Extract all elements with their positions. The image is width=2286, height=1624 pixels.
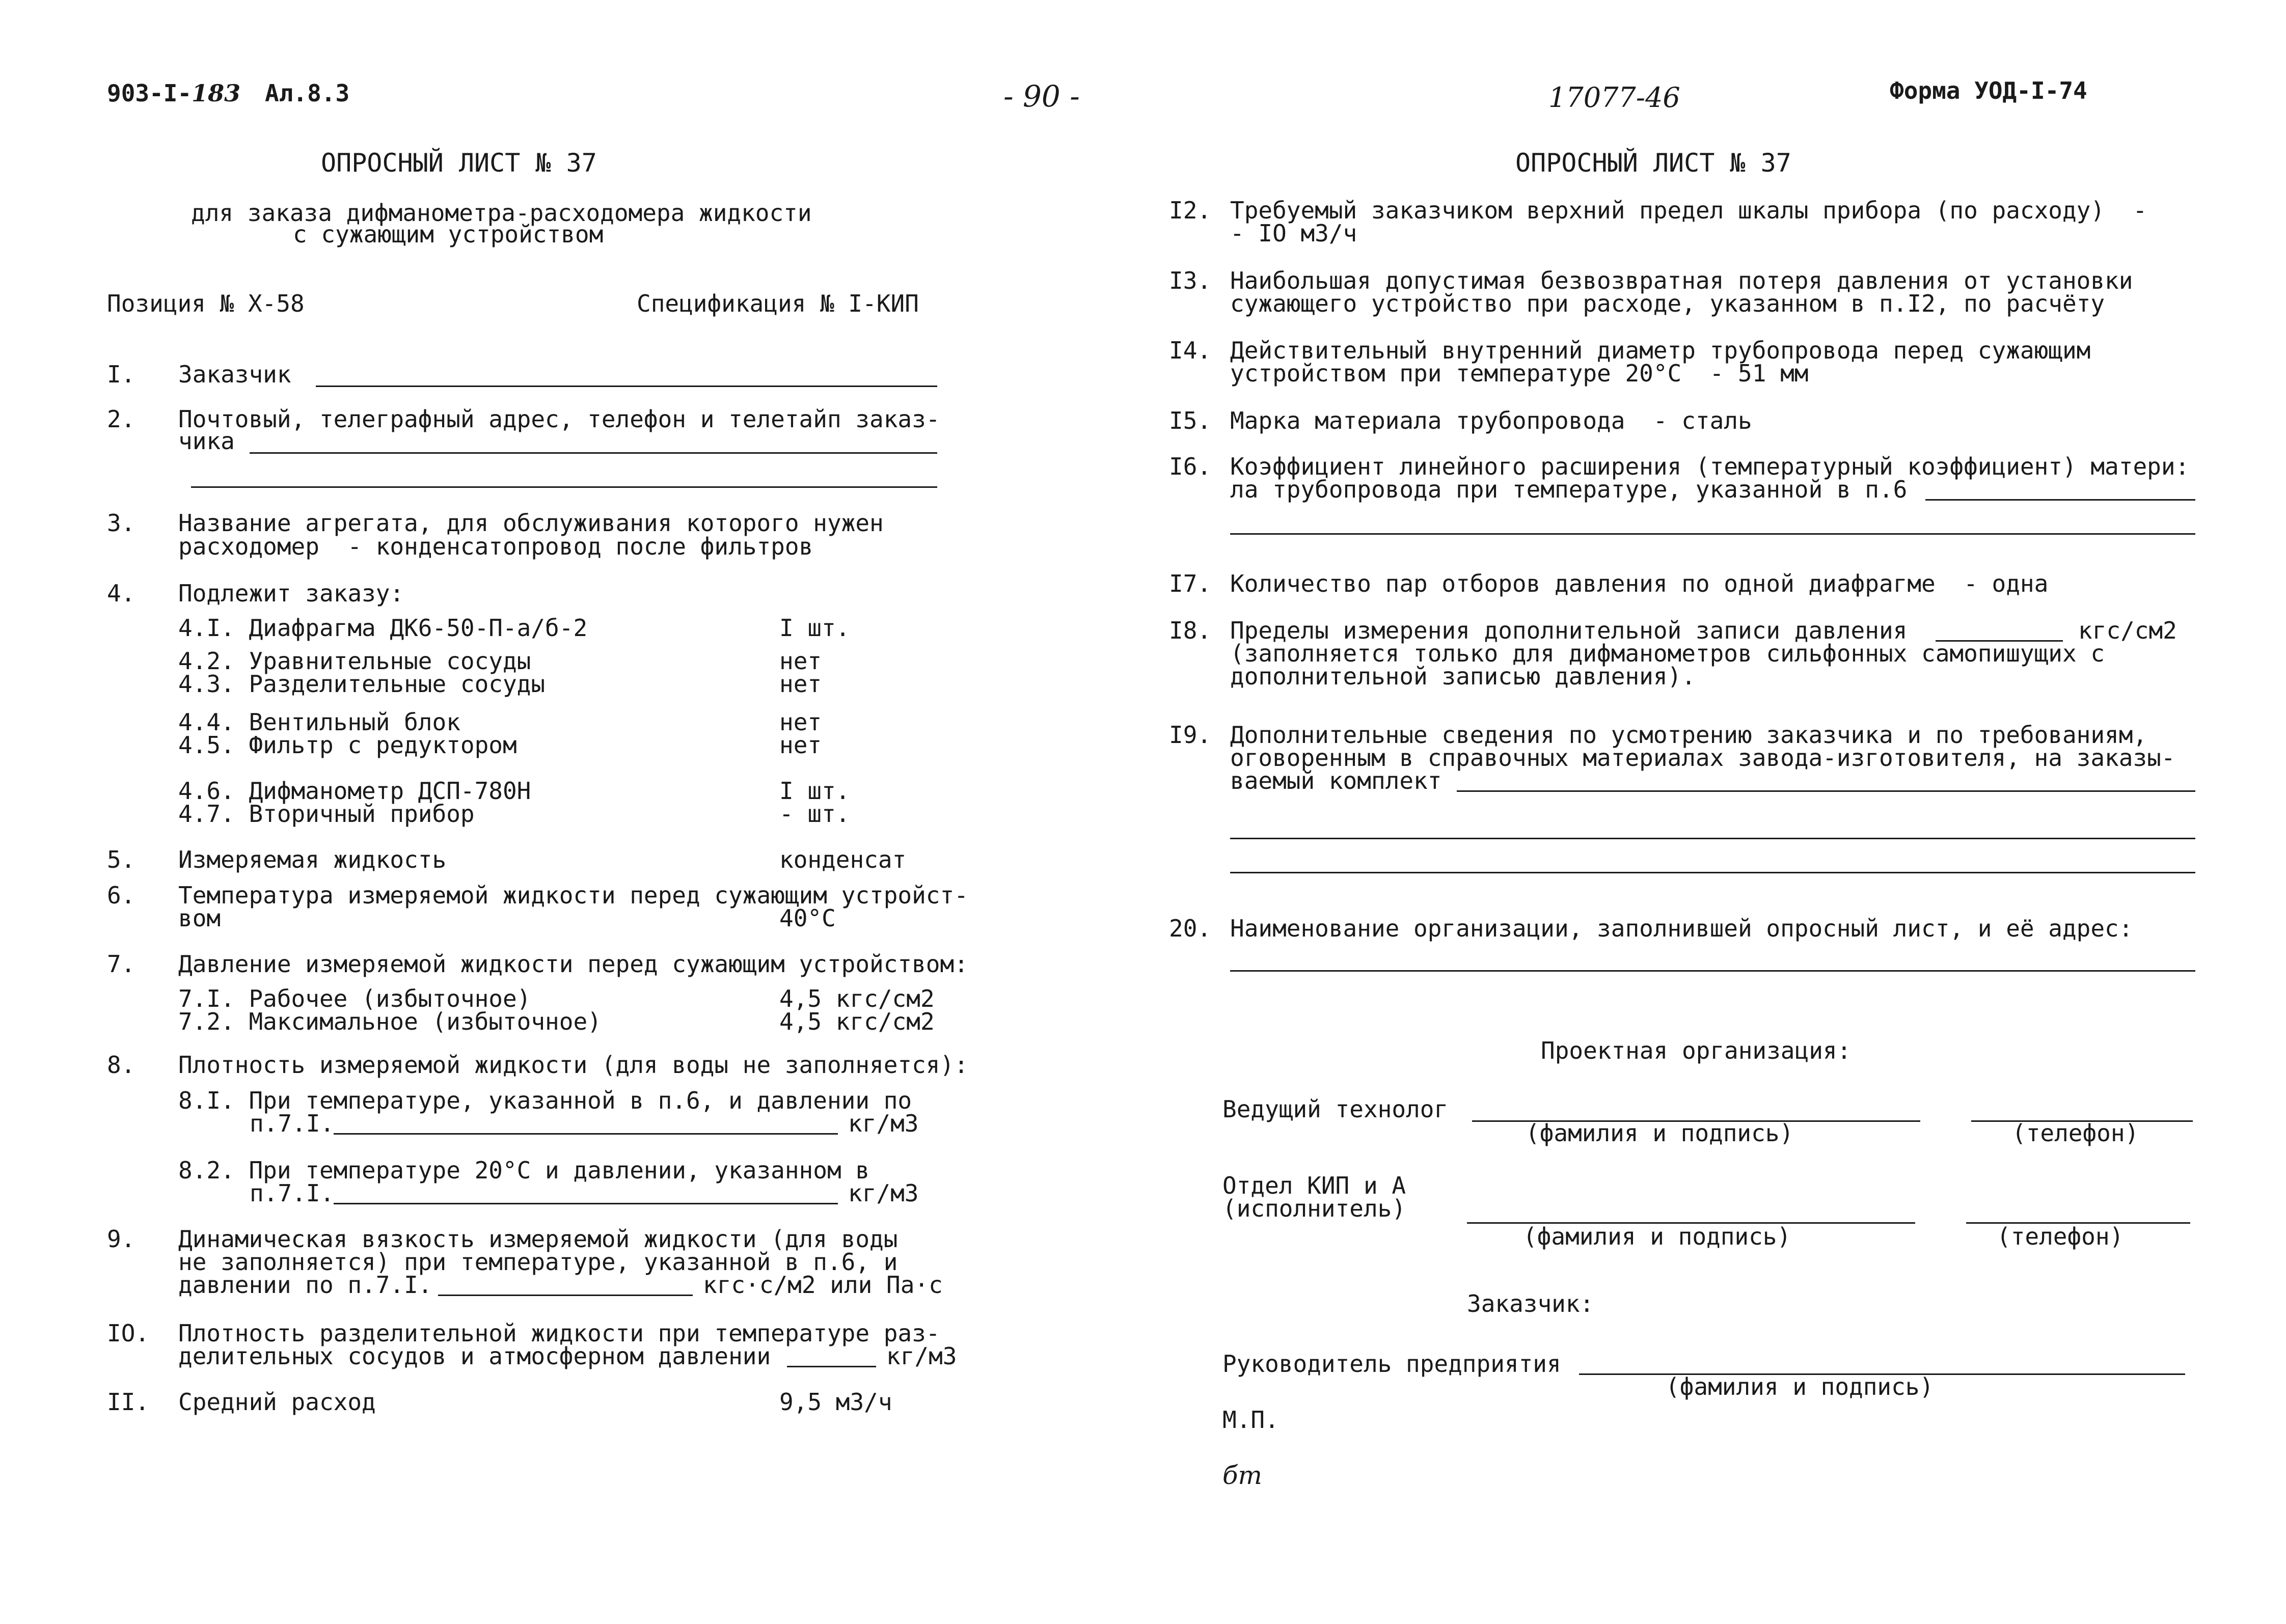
sub-item-text: 8.2. При температуре 20°С и давлении, указанном в xyxy=(178,1157,870,1184)
fill-line xyxy=(1925,499,2195,501)
sub-item-value: 4,5 кгс/см2 xyxy=(779,1008,935,1035)
item-text: устройством при температуре 20°С - 51 мм xyxy=(1230,360,1809,387)
item-text: сужающего устройство при расходе, указанном в п.I2, по расчёту xyxy=(1230,290,2105,317)
fill-line xyxy=(1230,838,2195,839)
item-number: 7. xyxy=(107,950,135,978)
item-text: не заполняется) при температуре, указанной в п.6, и xyxy=(178,1248,898,1276)
fill-line xyxy=(1457,790,2195,792)
item-number: II. xyxy=(107,1388,150,1416)
item-text: Наибольшая допустимая безвозвратная потеря давления от установки xyxy=(1230,267,2133,294)
item-text: Марка материала трубопровода - сталь xyxy=(1230,407,1752,434)
design-org-label: Проектная организация: xyxy=(1541,1037,1852,1064)
doc-code-prefix: 903-I- xyxy=(107,79,192,107)
fill-line xyxy=(191,486,937,488)
item-number: I5. xyxy=(1169,407,1212,434)
item-number: I3. xyxy=(1169,267,1212,294)
sub-item-text: 4.5. Фильтр с редуктором xyxy=(178,731,517,759)
item-text: делительных сосудов и атмосферном давлении xyxy=(178,1342,771,1370)
item-text: Дополнительные сведения по усмотрению заказчика и по требованиям, xyxy=(1230,721,2147,749)
left-subtitle-1: для заказа дифманометра-расходомера жидкости xyxy=(191,199,812,227)
unit-label: кг/м3 xyxy=(848,1179,919,1207)
sub-item-text: 7.2. Максимальное (избыточное) xyxy=(178,1008,602,1035)
item-text: Подлежит заказу: xyxy=(178,580,404,607)
item-text: Требуемый заказчиком верхний предел шкалы прибора (по расходу) - xyxy=(1230,197,2147,224)
doc-code xyxy=(107,81,240,105)
item-text: Количество пар отборов давления по одной диафрагме - одна xyxy=(1230,570,2049,597)
item-text: ваемый комплект xyxy=(1230,767,1442,794)
item-number: I9. xyxy=(1169,721,1212,749)
left-title: ОПРОСНЫЙ ЛИСТ № 37 xyxy=(321,148,597,178)
item-text: Измеряемая жидкость xyxy=(178,846,447,873)
fill-line xyxy=(1230,970,2195,972)
item-text: Плотность разделительной жидкости при температуре раз- xyxy=(178,1319,940,1347)
item-number: 5. xyxy=(107,846,135,873)
sub-item-text: 4.6. Дифманометр ДСП-780Н xyxy=(178,777,531,805)
item-number: 20. xyxy=(1169,915,1212,942)
item-number: 2. xyxy=(107,405,135,433)
sub-item-text: п.7.I. xyxy=(250,1179,335,1207)
item-text: Действительный внутренний диаметр трубопровода перед сужающим xyxy=(1230,337,2091,364)
fill-line xyxy=(334,1133,838,1135)
item-text: Почтовый, телеграфный адрес, телефон и телетайп заказ- xyxy=(178,405,940,433)
fill-line xyxy=(438,1295,693,1296)
item-text: вом xyxy=(178,904,221,932)
fill-line xyxy=(787,1366,876,1367)
item-number: I4. xyxy=(1169,337,1212,364)
lead-technologist-label: Ведущий технолог xyxy=(1222,1095,1449,1123)
item-number: 9. xyxy=(107,1225,135,1253)
fill-line xyxy=(316,386,937,387)
sub-item-text: 4.2. Уравнительные сосуды xyxy=(178,647,531,675)
fill-line xyxy=(250,452,937,454)
page-number: - 90 - xyxy=(1003,79,1080,114)
doc-code-hand: 183 xyxy=(192,79,241,107)
right-title: ОПРОСНЫЙ ЛИСТ № 37 xyxy=(1515,148,1791,178)
item-text: оговоренным в справочных материалах завода-изготовителя, на заказы- xyxy=(1230,744,2175,772)
position: Позиция № Х-58 xyxy=(107,290,305,317)
unit-label: кг/м3 xyxy=(848,1110,919,1137)
item-number: I. xyxy=(107,361,135,388)
unit-label: кгс·с/м2 или Па·с xyxy=(703,1271,943,1299)
item-text: Средний расход xyxy=(178,1388,376,1416)
fill-line xyxy=(334,1203,838,1204)
sub-item-value: 4,5 кгс/см2 xyxy=(779,985,935,1012)
caption-phone: (телефон) xyxy=(2012,1119,2139,1147)
dept-label: (исполнитель) xyxy=(1222,1195,1406,1222)
sub-item-value: нет xyxy=(779,647,822,675)
item-number: I2. xyxy=(1169,197,1212,224)
sub-item-text: 8.I. При температуре, указанной в п.6, и давлении по xyxy=(178,1087,912,1114)
item-text: Давление измеряемой жидкости перед сужающим устройством: xyxy=(178,950,968,978)
item-number: I6. xyxy=(1169,453,1212,480)
item-number: 8. xyxy=(107,1051,135,1079)
item-number: IO. xyxy=(107,1319,150,1347)
fill-line xyxy=(1230,872,2195,873)
item-value: 40°С xyxy=(779,904,836,932)
item-text: (заполняется только для дифманометров сильфонных самопишущих с xyxy=(1230,640,2105,667)
item-text: Температура измеряемой жидкости перед сужающим устройст- xyxy=(178,882,968,909)
sub-item-text: 4.I. Диафрагма ДК6-50-П-а/б-2 xyxy=(178,614,588,642)
item-text: Пределы измерения дополнительной записи давления xyxy=(1230,617,1908,644)
item-number: I7. xyxy=(1169,570,1212,597)
item-number: I8. xyxy=(1169,617,1212,644)
item-text: чика xyxy=(178,427,235,455)
left-subtitle-2: с сужающим устройством xyxy=(293,221,604,248)
handwritten-mark: бт xyxy=(1222,1461,1262,1490)
item-text: Заказчик xyxy=(178,361,291,388)
fill-line xyxy=(1230,533,2195,535)
sub-item-value: нет xyxy=(779,731,822,759)
item-text: Коэффициент линейного расширения (температурный коэффициент) матери: xyxy=(1230,453,2190,480)
caption-name-signature: (фамилия и подпись) xyxy=(1523,1223,1791,1250)
sub-item-value: нет xyxy=(779,708,822,736)
dept-label: Отдел КИП и А xyxy=(1222,1172,1406,1199)
item-text: ла трубопровода при температуре, указанной в п.6 xyxy=(1230,476,1908,503)
item-text: Динамическая вязкость измеряемой жидкости (для воды xyxy=(178,1225,898,1253)
item-value: конденсат xyxy=(779,846,907,873)
item-text: давлении по п.7.I. xyxy=(178,1271,432,1299)
sub-item-text: 4.3. Разделительные сосуды xyxy=(178,670,546,698)
item-text: - IO м3/ч xyxy=(1230,219,1357,247)
form-code: Форма УОД-I-74 xyxy=(1890,77,2087,104)
item-value: 9,5 м3/ч xyxy=(779,1388,892,1416)
specification: Спецификация № I-КИП xyxy=(637,290,919,317)
customer-label: Заказчик: xyxy=(1467,1290,1594,1317)
caption-name-signature: (фамилия и подпись) xyxy=(1666,1373,1934,1400)
stamp-label: М.П. xyxy=(1222,1406,1279,1434)
item-text: расходомер - конденсатопровод после фильтров xyxy=(178,533,813,560)
sub-item-text: 4.4. Вентильный блок xyxy=(178,708,460,736)
item-number: 4. xyxy=(107,580,135,607)
unit-label: кг/м3 xyxy=(886,1342,957,1370)
doc-album: Ал.8.3 xyxy=(265,79,350,107)
sub-item-value: - шт. xyxy=(779,800,850,828)
item-number: 3. xyxy=(107,509,135,537)
item-text: Плотность измеряемой жидкости (для воды не заполняется): xyxy=(178,1051,968,1079)
sub-item-text: 7.I. Рабочее (избыточное) xyxy=(178,985,531,1012)
director-label: Руководитель предприятия xyxy=(1222,1350,1561,1378)
hand-number: 17077-46 xyxy=(1548,81,1680,114)
sub-item-value: нет xyxy=(779,670,822,698)
caption-phone: (телефон) xyxy=(1997,1223,2124,1250)
item-text: дополнительной записью давления). xyxy=(1230,663,1696,690)
item-text: Название агрегата, для обслуживания которого нужен xyxy=(178,509,884,537)
item-number: 6. xyxy=(107,882,135,909)
caption-name-signature: (фамилия и подпись) xyxy=(1526,1119,1794,1147)
sub-item-text: п.7.I. xyxy=(250,1110,335,1137)
sub-item-value: I шт. xyxy=(779,777,850,805)
unit-label: кгс/см2 xyxy=(2078,617,2177,644)
sub-item-value: I шт. xyxy=(779,614,850,642)
sub-item-text: 4.7. Вторичный прибор xyxy=(178,800,475,828)
item-text: Наименование организации, заполнившей опросный лист, и её адрес: xyxy=(1230,915,2133,942)
